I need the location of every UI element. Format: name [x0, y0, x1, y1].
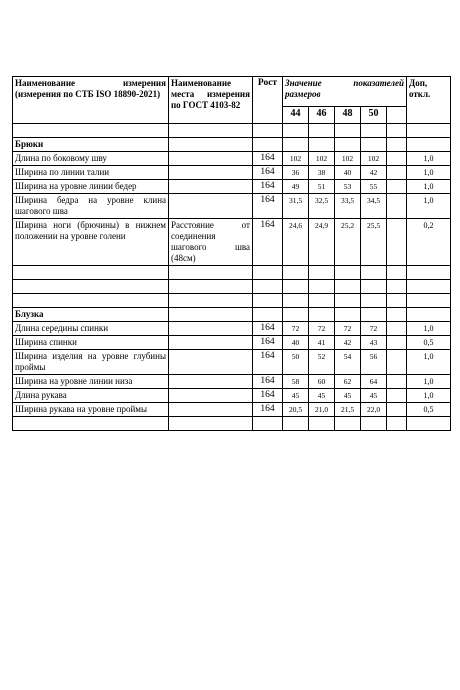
size-value: 58 — [283, 375, 309, 389]
empty-cell — [253, 124, 283, 138]
empty-cell — [309, 124, 335, 138]
empty-cell — [283, 417, 309, 431]
measurement-name: Ширина на уровне линии низа — [13, 375, 169, 389]
empty-cell — [387, 280, 407, 294]
size-value: 42 — [361, 166, 387, 180]
tolerance-value: 1,0 — [407, 375, 451, 389]
size-value: 24,9 — [309, 219, 335, 266]
size-value: 64 — [361, 375, 387, 389]
size-value: 22,0 — [361, 403, 387, 417]
header-name: Наименование измерения (измерения по СТБ ISO 18890-2021) — [13, 77, 169, 124]
table-row — [13, 403, 451, 417]
measurement-place — [169, 322, 253, 336]
size-value: 52 — [309, 350, 335, 375]
empty-cell — [387, 308, 407, 322]
size-value: 43 — [361, 336, 387, 350]
rost-value: 164 — [253, 350, 283, 375]
spacer-row — [13, 294, 451, 308]
size-value: 54 — [335, 350, 361, 375]
size-value: 53 — [335, 180, 361, 194]
tolerance-value: 1,0 — [407, 166, 451, 180]
size-value: 34,5 — [361, 194, 387, 219]
empty-cell — [361, 280, 387, 294]
measurement-name: Ширина на уровне линии бедер — [13, 180, 169, 194]
size-header: 44 — [283, 107, 309, 124]
size-value: 60 — [309, 375, 335, 389]
empty-cell — [169, 266, 253, 280]
size-value: 40 — [335, 166, 361, 180]
empty-cell — [387, 166, 407, 180]
size-value: 42 — [335, 336, 361, 350]
empty-cell — [253, 266, 283, 280]
rost-value: 164 — [253, 403, 283, 417]
empty-cell — [335, 280, 361, 294]
size-value: 45 — [335, 389, 361, 403]
tolerance-value: 0,2 — [407, 219, 451, 266]
empty-cell — [283, 280, 309, 294]
empty-cell — [13, 417, 169, 431]
size-value: 102 — [309, 152, 335, 166]
empty-cell — [283, 138, 309, 152]
table-row — [13, 152, 451, 166]
empty-cell — [335, 294, 361, 308]
tolerance-value: 0,5 — [407, 403, 451, 417]
empty-cell — [407, 124, 451, 138]
size-value: 72 — [361, 322, 387, 336]
empty-cell — [169, 294, 253, 308]
empty-cell — [169, 280, 253, 294]
empty-cell — [283, 294, 309, 308]
measurement-place — [169, 403, 253, 417]
table-row — [13, 194, 451, 219]
empty-cell — [387, 152, 407, 166]
measurement-place — [169, 389, 253, 403]
table-row — [13, 166, 451, 180]
size-value: 38 — [309, 166, 335, 180]
measurement-name: Ширина изделия на уровне глубины проймы — [13, 350, 169, 375]
header-row — [13, 77, 451, 107]
empty-cell — [387, 389, 407, 403]
empty-cell — [283, 266, 309, 280]
empty-cell — [387, 417, 407, 431]
spacer-row — [13, 417, 451, 431]
empty-cell — [407, 266, 451, 280]
size-value: 56 — [361, 350, 387, 375]
size-value: 45 — [283, 389, 309, 403]
size-value: 36 — [283, 166, 309, 180]
size-value: 41 — [309, 336, 335, 350]
empty-cell — [407, 138, 451, 152]
empty-cell — [169, 124, 253, 138]
header-rost: Рост — [253, 77, 283, 124]
empty-cell — [283, 308, 309, 322]
table-row — [13, 322, 451, 336]
empty-cell — [309, 266, 335, 280]
rost-value: 164 — [253, 375, 283, 389]
size-value: 51 — [309, 180, 335, 194]
empty-cell — [361, 294, 387, 308]
empty-cell — [253, 138, 283, 152]
size-value: 32,5 — [309, 194, 335, 219]
spacer-row — [13, 124, 451, 138]
size-header: 46 — [309, 107, 335, 124]
rost-value: 164 — [253, 389, 283, 403]
empty-cell — [335, 308, 361, 322]
size-value: 72 — [335, 322, 361, 336]
table-row — [13, 350, 451, 375]
empty-cell — [13, 294, 169, 308]
table-body — [13, 124, 451, 431]
empty-cell — [309, 294, 335, 308]
empty-cell — [387, 194, 407, 219]
empty-cell — [361, 138, 387, 152]
empty-cell — [309, 308, 335, 322]
empty-cell — [13, 280, 169, 294]
size-value: 49 — [283, 180, 309, 194]
empty-cell — [387, 336, 407, 350]
measurement-table — [12, 76, 451, 431]
size-value: 40 — [283, 336, 309, 350]
section-title: Блузка — [13, 308, 169, 322]
rost-value: 164 — [253, 166, 283, 180]
size-value: 24,6 — [283, 219, 309, 266]
measurement-name: Длина по боковому шву — [13, 152, 169, 166]
empty-cell — [169, 138, 253, 152]
empty-cell — [283, 124, 309, 138]
empty-cell — [387, 322, 407, 336]
measurement-name: Длина середины спинки — [13, 322, 169, 336]
empty-cell — [361, 308, 387, 322]
size-value: 102 — [283, 152, 309, 166]
empty-cell — [13, 124, 169, 138]
size-header: 48 — [335, 107, 361, 124]
table-row — [13, 219, 451, 266]
section-title: Брюки — [13, 138, 169, 152]
empty-cell — [407, 280, 451, 294]
empty-cell — [407, 308, 451, 322]
measurement-name: Ширина по линии талии — [13, 166, 169, 180]
empty-cell — [387, 266, 407, 280]
empty-cell — [387, 138, 407, 152]
empty-cell — [387, 403, 407, 417]
size-header-empty — [387, 107, 407, 124]
empty-cell — [387, 219, 407, 266]
measurement-place — [169, 375, 253, 389]
empty-cell — [387, 124, 407, 138]
size-value: 21,0 — [309, 403, 335, 417]
empty-cell — [335, 124, 361, 138]
table-row — [13, 389, 451, 403]
empty-cell — [169, 417, 253, 431]
tolerance-value: 1,0 — [407, 322, 451, 336]
size-value: 33,5 — [335, 194, 361, 219]
empty-cell — [407, 294, 451, 308]
spacer-row — [13, 280, 451, 294]
empty-cell — [387, 375, 407, 389]
size-value: 102 — [361, 152, 387, 166]
section-row — [13, 308, 451, 322]
size-value: 55 — [361, 180, 387, 194]
size-value: 25,5 — [361, 219, 387, 266]
size-value: 45 — [309, 389, 335, 403]
tolerance-value: 0,5 — [407, 336, 451, 350]
tolerance-value: 1,0 — [407, 180, 451, 194]
empty-cell — [253, 280, 283, 294]
empty-cell — [361, 124, 387, 138]
size-value: 21,5 — [335, 403, 361, 417]
empty-cell — [335, 417, 361, 431]
size-chart — [12, 76, 450, 431]
empty-cell — [361, 266, 387, 280]
tolerance-value: 1,0 — [407, 152, 451, 166]
size-value: 20,5 — [283, 403, 309, 417]
measurement-place — [169, 194, 253, 219]
rost-value: 164 — [253, 194, 283, 219]
size-value: 72 — [283, 322, 309, 336]
section-row — [13, 138, 451, 152]
measurement-name: Ширина спинки — [13, 336, 169, 350]
empty-cell — [309, 280, 335, 294]
header-values: Значение показателей размеров — [283, 77, 407, 107]
empty-cell — [335, 266, 361, 280]
empty-cell — [309, 138, 335, 152]
size-value: 50 — [283, 350, 309, 375]
rost-value: 164 — [253, 336, 283, 350]
measurement-name: Ширина рукава на уровне проймы — [13, 403, 169, 417]
size-value: 31,5 — [283, 194, 309, 219]
measurement-name: Длина рукава — [13, 389, 169, 403]
tolerance-value: 1,0 — [407, 194, 451, 219]
measurement-place — [169, 166, 253, 180]
spacer-row — [13, 266, 451, 280]
empty-cell — [387, 294, 407, 308]
empty-cell — [169, 308, 253, 322]
empty-cell — [253, 308, 283, 322]
tolerance-value: 1,0 — [407, 350, 451, 375]
rost-value: 164 — [253, 152, 283, 166]
table-row — [13, 180, 451, 194]
measurement-place — [169, 152, 253, 166]
empty-cell — [407, 417, 451, 431]
header-dop: Доп, откл. — [407, 77, 451, 124]
size-value: 62 — [335, 375, 361, 389]
empty-cell — [361, 417, 387, 431]
empty-cell — [309, 417, 335, 431]
size-value: 25,2 — [335, 219, 361, 266]
empty-cell — [335, 138, 361, 152]
empty-cell — [387, 180, 407, 194]
tolerance-value: 1,0 — [407, 389, 451, 403]
empty-cell — [253, 294, 283, 308]
header-place: Наименование места измерения по ГОСТ 4103-82 — [169, 77, 253, 124]
size-value: 102 — [335, 152, 361, 166]
empty-cell — [13, 266, 169, 280]
empty-cell — [253, 417, 283, 431]
size-header: 50 — [361, 107, 387, 124]
measurement-place — [169, 336, 253, 350]
measurement-place — [169, 350, 253, 375]
size-value: 72 — [309, 322, 335, 336]
rost-value: 164 — [253, 322, 283, 336]
table-row — [13, 375, 451, 389]
empty-cell — [387, 350, 407, 375]
table-row — [13, 336, 451, 350]
measurement-name: Ширина ноги (брючины) в нижнем положении на уровне голени — [13, 219, 169, 266]
measurement-place — [169, 180, 253, 194]
rost-value: 164 — [253, 180, 283, 194]
measurement-place: Расстояние от соединения шагового шва (48см) — [169, 219, 253, 266]
size-value: 45 — [361, 389, 387, 403]
rost-value: 164 — [253, 219, 283, 266]
measurement-name: Ширина бедра на уровне клина шагового шва — [13, 194, 169, 219]
